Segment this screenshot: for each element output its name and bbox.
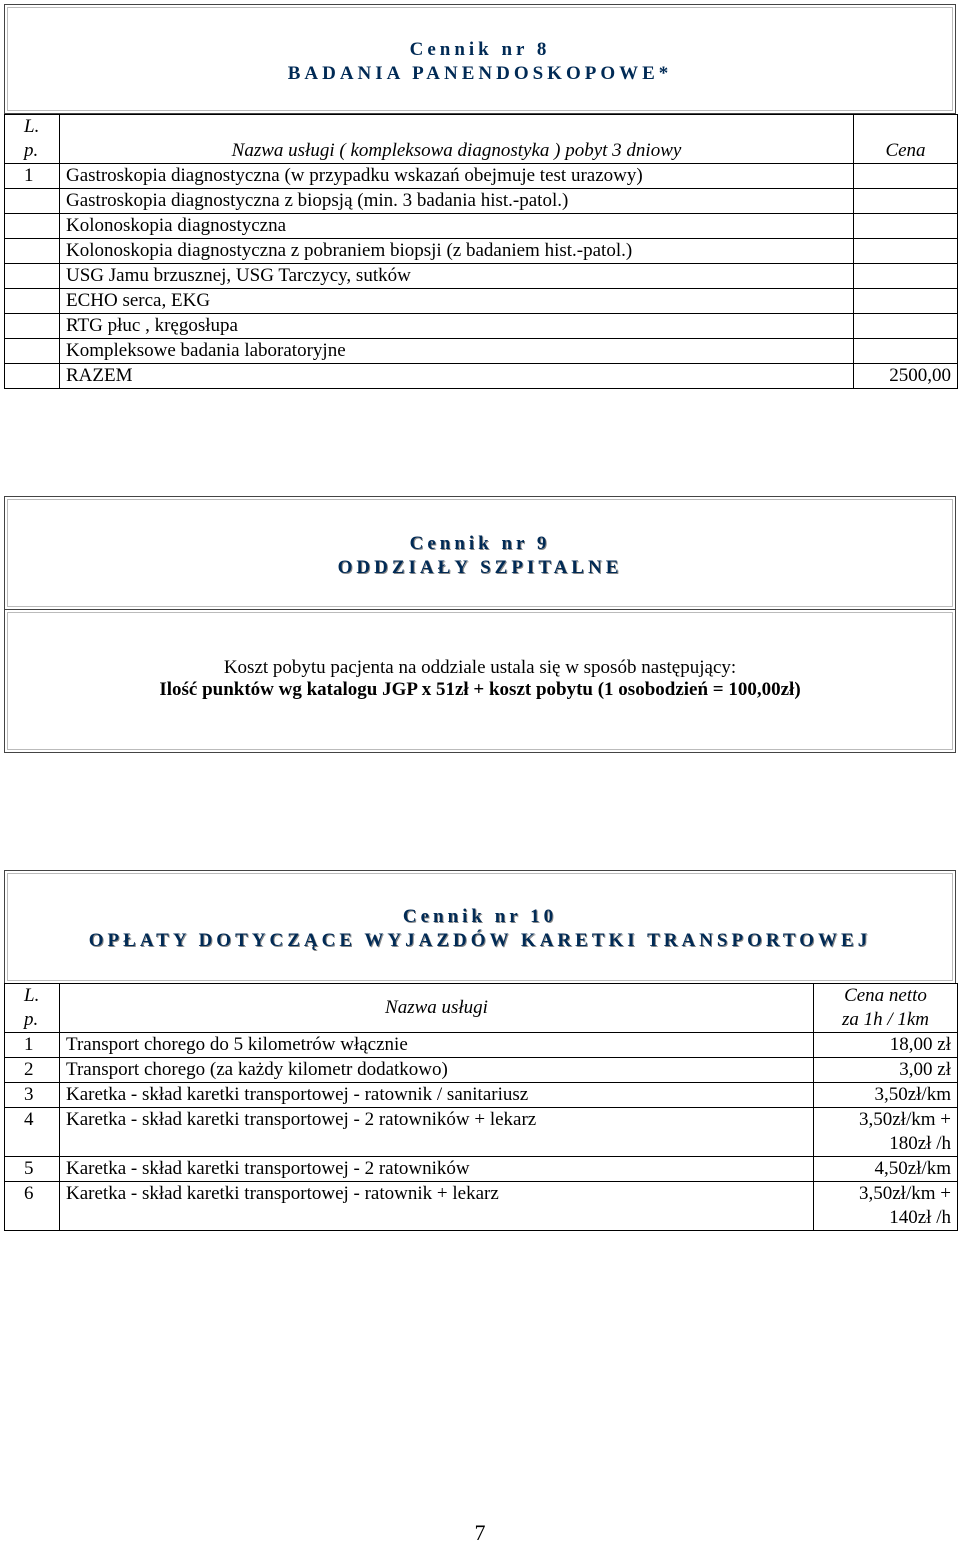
table-row — [5, 1108, 958, 1157]
table-row — [5, 1033, 958, 1058]
service-name: Karetka - skład karetki transportowej - 2 ratowników — [60, 1157, 814, 1182]
service-name: Gastroskopia diagnostyczna (w przypadku wskazań obejmuje test urazowy) — [60, 164, 854, 189]
cennik8-title: Cennik nr 8 — [409, 39, 551, 60]
service-price — [854, 214, 958, 239]
cennik10-table — [4, 983, 958, 1231]
cennik9-title-frame — [4, 496, 956, 610]
table-row — [5, 289, 958, 314]
cennik10-title: Cennik nr 10 — [402, 906, 558, 927]
name-header: Nazwa usługi — [60, 984, 814, 1033]
service-name: Kolonoskopia diagnostyczna z pobraniem biopsji (z badaniem hist.-patol.) — [60, 239, 854, 264]
table-row — [5, 364, 958, 389]
service-name: USG Jamu brzusznej, USG Tarczycy, sutków — [60, 264, 854, 289]
row-number — [5, 214, 60, 239]
service-price — [854, 164, 958, 189]
service-name: Karetka - skład karetki transportowej - ratownik + lekarz — [60, 1182, 814, 1231]
cennik8-title-frame — [4, 4, 956, 114]
row-number — [5, 239, 60, 264]
lp-header: L. p. — [5, 115, 60, 164]
service-price: 18,00 zł — [814, 1033, 958, 1058]
table-row — [5, 264, 958, 289]
row-number: 4 — [5, 1108, 60, 1157]
row-number: 1 — [5, 1033, 60, 1058]
service-name: Kolonoskopia diagnostyczna — [60, 214, 854, 239]
service-name: RAZEM — [60, 364, 854, 389]
cennik8-subtitle: BADANIA PANENDOSKOPOWE* — [287, 63, 673, 84]
table-row — [5, 1182, 958, 1231]
service-name: Karetka - skład karetki transportowej - ratownik / sanitariusz — [60, 1083, 814, 1108]
lp-header: L. p. — [5, 984, 60, 1033]
row-number — [5, 289, 60, 314]
row-number: 6 — [5, 1182, 60, 1231]
row-number — [5, 314, 60, 339]
service-price: 3,50zł/km + 140zł /h — [814, 1182, 958, 1231]
price-header: Cena netto za 1h / 1km — [814, 984, 958, 1033]
service-price — [854, 189, 958, 214]
service-price: 3,50zł/km — [814, 1083, 958, 1108]
row-number: 5 — [5, 1157, 60, 1182]
row-number — [5, 339, 60, 364]
service-price — [854, 289, 958, 314]
service-price — [854, 239, 958, 264]
table-row — [5, 239, 958, 264]
cennik9-description: Koszt pobytu pacjenta na oddziale ustala się w sposób następujący: — [223, 657, 737, 678]
service-name: Gastroskopia diagnostyczna z biopsją (min. 3 badania hist.-patol.) — [60, 189, 854, 214]
table-row — [5, 189, 958, 214]
price-header: Cena — [854, 115, 958, 164]
cennik10-subtitle: OPŁATY DOTYCZĄCE WYJAZDÓW KARETKI TRANSPORTOWEJ — [88, 930, 872, 951]
service-price: 3,50zł/km + 180zł /h — [814, 1108, 958, 1157]
service-price — [854, 264, 958, 289]
service-price — [854, 339, 958, 364]
page-number: 7 — [474, 1520, 486, 1545]
service-name: ECHO serca, EKG — [60, 289, 854, 314]
table-row — [5, 1157, 958, 1182]
service-name: RTG płuc , kręgosłupa — [60, 314, 854, 339]
table-header-row — [5, 984, 958, 1033]
cennik9-subtitle: ODDZIAŁY SZPITALNE — [337, 557, 623, 578]
service-name: Transport chorego (za każdy kilometr dodatkowo) — [60, 1058, 814, 1083]
table-row — [5, 1083, 958, 1108]
table-header-row — [5, 115, 958, 164]
row-number — [5, 189, 60, 214]
table-row — [5, 339, 958, 364]
service-price — [854, 314, 958, 339]
row-number: 1 — [5, 164, 60, 189]
table-row — [5, 1058, 958, 1083]
table-row — [5, 214, 958, 239]
service-name: Karetka - skład karetki transportowej - 2 ratowników + lekarz — [60, 1108, 814, 1157]
table-row — [5, 314, 958, 339]
row-number: 2 — [5, 1058, 60, 1083]
service-price: 4,50zł/km — [814, 1157, 958, 1182]
service-price: 2500,00 — [854, 364, 958, 389]
service-price: 3,00 zł — [814, 1058, 958, 1083]
cennik9-description-frame — [4, 609, 956, 753]
row-number — [5, 264, 60, 289]
cennik8-table — [4, 114, 958, 389]
service-name: Kompleksowe badania laboratoryjne — [60, 339, 854, 364]
cennik9-title: Cennik nr 9 — [409, 533, 551, 554]
row-number: 3 — [5, 1083, 60, 1108]
row-number — [5, 364, 60, 389]
name-header: Nazwa usługi ( kompleksowa diagnostyka ) pobyt 3 dniowy — [60, 115, 854, 164]
cennik9-formula: Ilość punktów wg katalogu JGP x 51zł + koszt pobytu (1 osobodzień = 100,00zł) — [159, 679, 801, 700]
cennik10-title-frame — [4, 870, 956, 984]
table-row — [5, 164, 958, 189]
service-name: Transport chorego do 5 kilometrów włącznie — [60, 1033, 814, 1058]
